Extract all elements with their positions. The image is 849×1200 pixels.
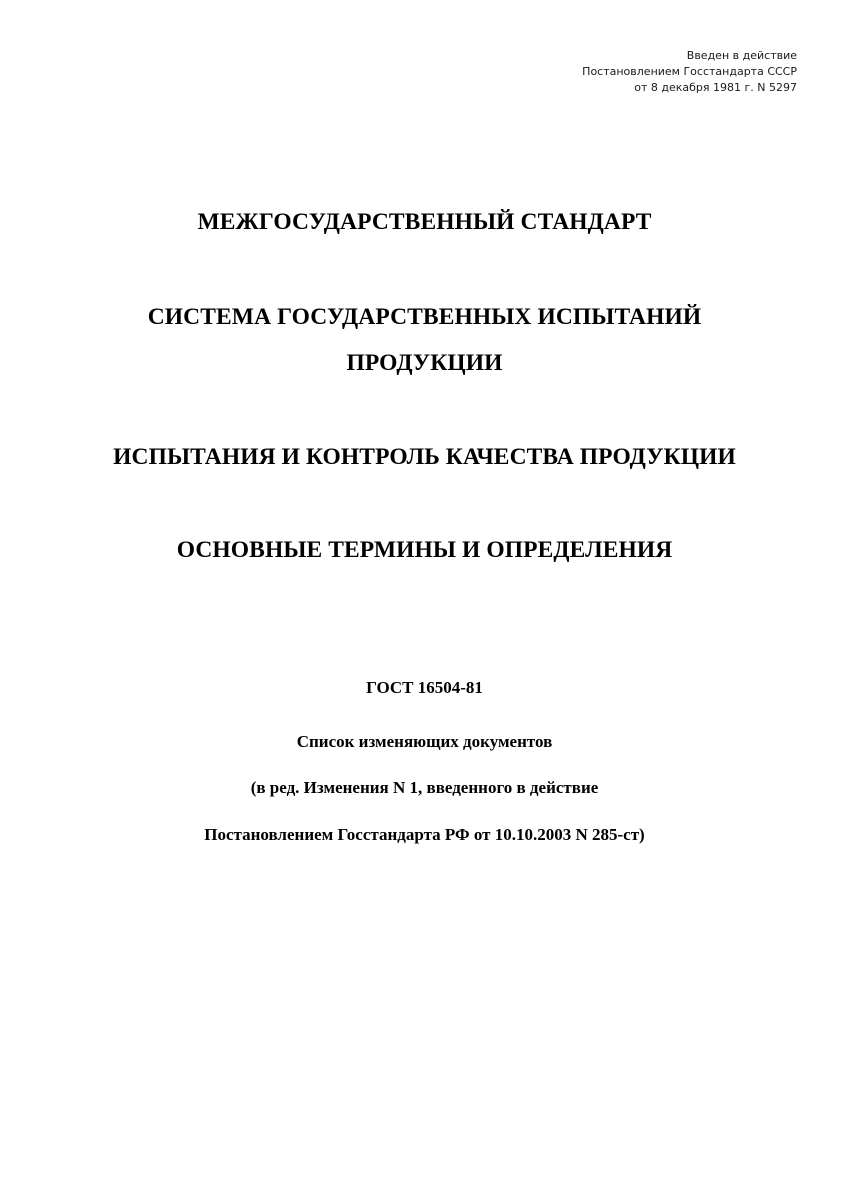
- enactment-note: [582, 48, 797, 96]
- changes-line-1: (в ред. Изменения N 1, введенного в действие: [250, 778, 599, 797]
- changes-list-heading: Список изменяющих документов: [296, 732, 553, 751]
- enactment-note-line: Введен в действие: [686, 49, 797, 62]
- enactment-note-line: Постановлением Госстандарта СССР: [582, 65, 797, 78]
- changes-line-2: Постановлением Госстандарта РФ от 10.10.2003 N 285-ст): [204, 825, 645, 844]
- system-title-line-2: ПРОДУКЦИИ: [346, 350, 503, 376]
- standard-type-heading: МЕЖГОСУДАРСТВЕННЫЙ СТАНДАРТ: [197, 209, 652, 235]
- scope-heading: ОСНОВНЫЕ ТЕРМИНЫ И ОПРЕДЕЛЕНИЯ: [176, 537, 673, 563]
- gost-code: ГОСТ 16504-81: [366, 678, 483, 697]
- enactment-note-line: от 8 декабря 1981 г. N 5297: [634, 81, 797, 94]
- system-title-line-1: СИСТЕМА ГОСУДАРСТВЕННЫХ ИСПЫТАНИЙ: [147, 304, 702, 330]
- subject-heading: ИСПЫТАНИЯ И КОНТРОЛЬ КАЧЕСТВА ПРОДУКЦИИ: [113, 444, 736, 470]
